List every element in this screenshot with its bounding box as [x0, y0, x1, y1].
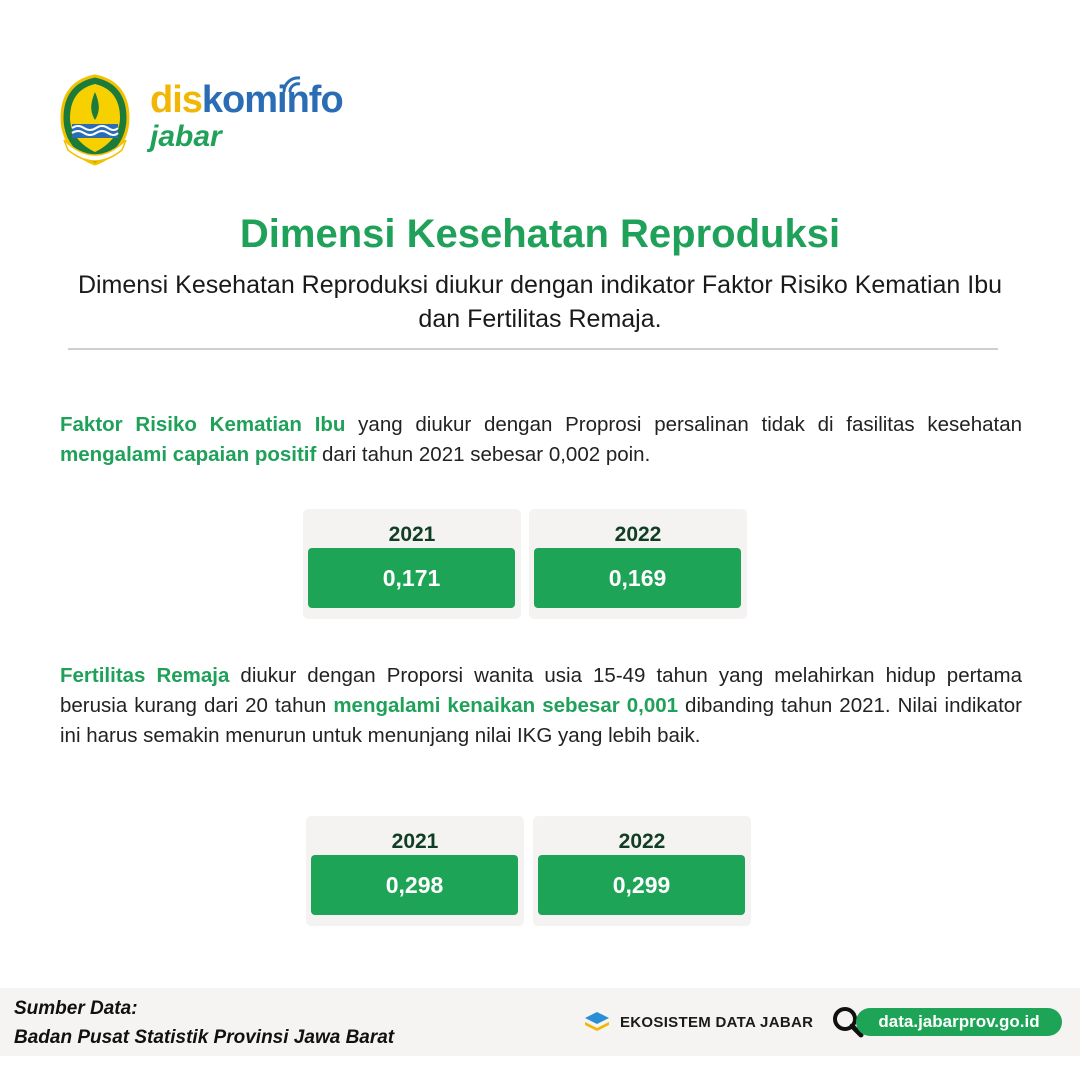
section1-highlight2: mengalami capaian positif — [60, 443, 317, 466]
brand-dis: dis — [150, 79, 202, 121]
card-value: 0,169 — [534, 548, 741, 608]
card-year: 2022 — [614, 523, 662, 546]
section2-text1: diukur dengan Proporsi wanita usia 15-49 tahun yang melahirkan hidup pertama berusia kurang dari 20 tahun — [60, 664, 1022, 717]
section2-highlight2: mengalami kenaikan sebesar 0,001 — [333, 694, 679, 717]
card-year: 2021 — [388, 523, 436, 546]
ecosystem-label: EKOSISTEM DATA JABAR — [620, 1013, 814, 1031]
section2-card-2021 — [306, 816, 524, 926]
section1-text1: yang diukur dengan Proprosi persalinan tidak di fasilitas kesehatan — [345, 413, 1022, 436]
source-label: Sumber Data: — [14, 998, 138, 1019]
layers-icon — [584, 1010, 610, 1034]
section1-highlight1: Faktor Risiko Kematian Ibu — [60, 413, 346, 436]
section1-card-2021 — [303, 509, 521, 619]
brand-jabar: jabar — [150, 120, 222, 153]
section2-text2: dibanding tahun 2021. Nilai indikator ini harus semakin menurun untuk menunjang nilai IKG yang lebih baik. — [60, 694, 1023, 747]
diskominfo-logo — [58, 74, 378, 168]
section2-paragraph — [60, 661, 1022, 751]
card-year: 2021 — [391, 830, 439, 853]
brand-kominfo: kominfo — [201, 79, 343, 121]
section1-text2: dari tahun 2021 sebesar 0,002 poin. — [316, 443, 651, 466]
page-subtitle: Dimensi Kesehatan Reproduksi diukur dengan indikator Faktor Risiko Kematian Ibu dan Fertilitas Remaja. — [77, 271, 1003, 333]
source-block — [14, 994, 394, 1052]
signal-icon — [280, 70, 320, 100]
section1-paragraph — [60, 410, 1022, 470]
footer — [0, 988, 1080, 1056]
card-value: 0,299 — [538, 855, 745, 915]
divider — [68, 348, 998, 350]
source-name: Badan Pusat Statistik Provinsi Jawa Barat — [14, 1027, 395, 1048]
card-year: 2022 — [618, 830, 666, 853]
ecosystem-badge — [584, 1010, 813, 1034]
card-value: 0,171 — [308, 548, 515, 608]
section2-highlight1: Fertilitas Remaja — [60, 664, 230, 687]
page-title: Dimensi Kesehatan Reproduksi — [239, 212, 841, 256]
section1-card-2022 — [529, 509, 747, 619]
section2-card-2022 — [533, 816, 751, 926]
website-link[interactable]: data.jabarprov.go.id — [856, 1008, 1062, 1036]
card-value: 0,298 — [311, 855, 518, 915]
west-java-crest-icon — [58, 74, 132, 166]
